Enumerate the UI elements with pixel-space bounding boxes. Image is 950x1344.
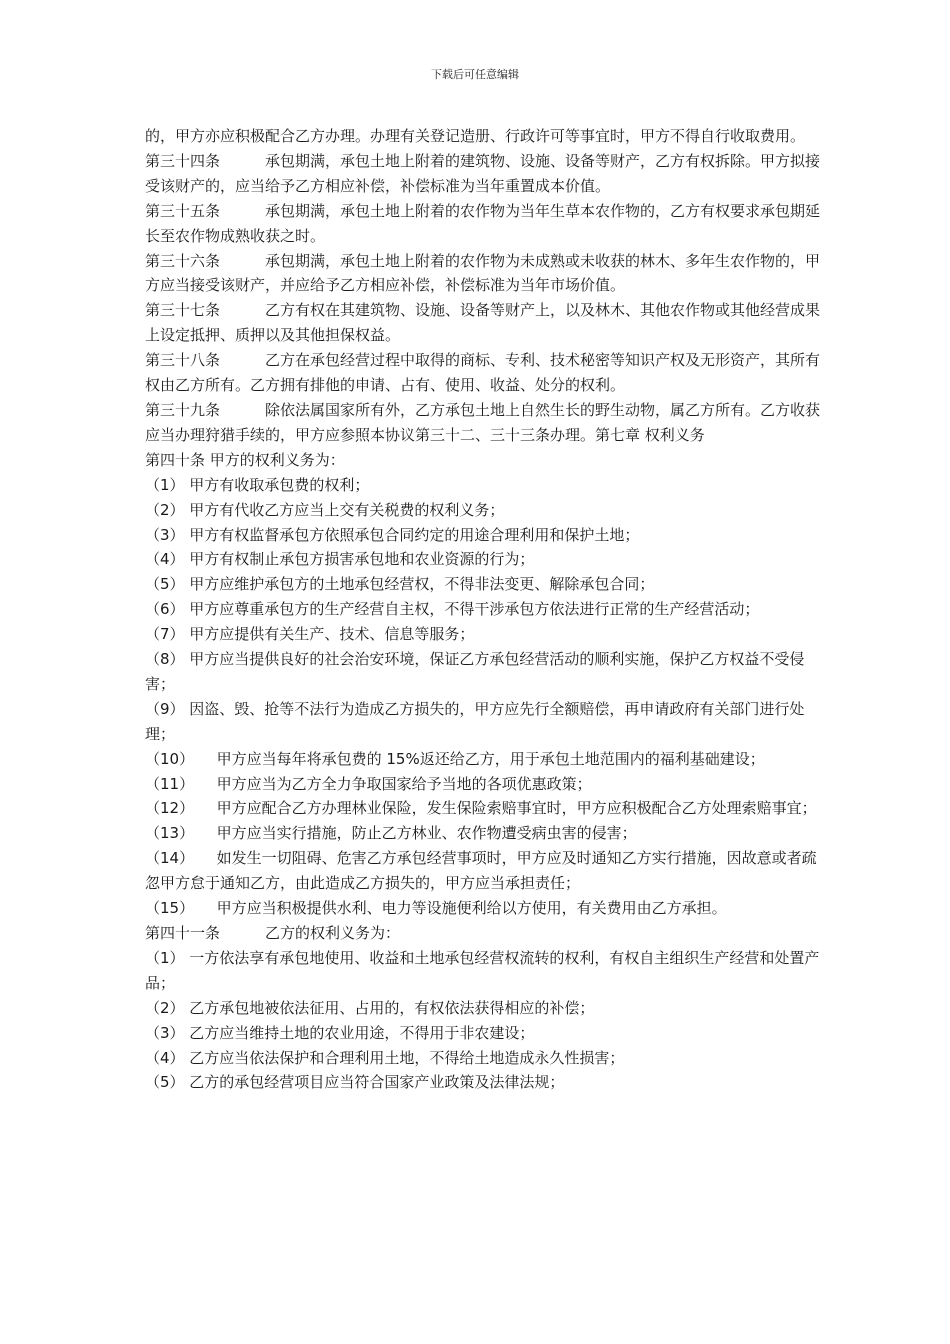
list-item: （9） 因盗、毁、抢等不法行为造成乙方损失的，甲方应先行全额赔偿，再申请政府有关部门进行处理； — [145, 699, 805, 743]
list-item: （1） 甲方有收取承包费的权利； — [145, 475, 370, 494]
list-item: （8） 甲方应当提供良好的社会治安环境，保证乙方承包经营活动的顺利实施，保护乙方权益不受侵害； — [145, 650, 805, 693]
list-item: （4） 乙方应当依法保护和合理利用土地，不得给土地造成永久性损害； — [145, 1048, 625, 1067]
article-36: 第三十六条 承包期满，承包土地上附着的农作物为未成熟或未收获的林木、多年生农作物的，甲方应当接受该财产，并应给予乙方相应补偿，补偿标准为当年市场价值。 — [145, 251, 821, 295]
list-item: （6） 甲方应尊重承包方的生产经营自主权，不得干涉承包方依法进行正常的生产经营活动； — [145, 600, 760, 619]
paragraph: 的，甲方亦应积极配合乙方办理。办理有关登记造册、行政许可等事宜时，甲方不得自行收取费用。 — [145, 127, 806, 145]
article-37: 第三十七条 乙方有权在其建筑物、设施、设备等财产上，以及林木、其他农作物或其他经营成果上设定抵押、质押以及其他担保权益。 — [145, 301, 821, 345]
list-item: （11） 甲方应当为乙方全力争取国家给予当地的各项优惠政策； — [145, 774, 592, 793]
article-40-heading: 第四十条 甲方的权利义务为： — [145, 450, 345, 469]
list-item: （13） 甲方应当实行措施，防止乙方林业、农作物遭受病虫害的侵害； — [145, 824, 637, 843]
list-item: （15） 甲方应当积极提供水利、电力等设施便利给以方使用，有关费用由乙方承担。 — [145, 899, 727, 918]
list-item: （14） 如发生一切阻碍、危害乙方承包经营事项时，甲方应及时通知乙方实行措施，因故意或者疏忽甲方怠于通知乙方，由此造成乙方损失的，甲方应当承担责任； — [145, 849, 817, 893]
list-item: （5） 乙方的承包经营项目应当符合国家产业政策及法律法规； — [145, 1073, 565, 1092]
article-35: 第三十五条 承包期满，承包土地上附着的农作物为当年生草本农作物的，乙方有权要求承包期延长至农作物成熟收获之时。 — [145, 201, 821, 245]
list-item: （2） 甲方有代收乙方应当上交有关税费的权利义务； — [145, 500, 505, 519]
article-39: 第三十九条 除依法属国家所有外，乙方承包土地上自然生长的野生动物，属乙方所有。乙方收获应当办理狩猎手续的，甲方应参照本协议第三十二、三十三条办理。第七章 权利义务 — [145, 400, 821, 444]
article-34: 第三十四条 承包期满，承包土地上附着的建筑物、设施、设备等财产，乙方有权拆除。甲方拟接受该财产的，应当给予乙方相应补偿，补偿标准为当年重置成本价值。 — [145, 151, 821, 195]
list-item: （3） 乙方应当维持土地的农业用途，不得用于非农建设； — [145, 1023, 535, 1042]
list-item: （5） 甲方应维护承包方的土地承包经营权，不得非法变更、解除承包合同； — [145, 575, 655, 594]
article-41-heading: 第四十一条 乙方的权利义务为： — [145, 924, 401, 942]
page-header: 下载后可任意编辑 — [431, 68, 519, 81]
document-body — [145, 124, 825, 1095]
list-item: （7） 甲方应提供有关生产、技术、信息等服务； — [145, 625, 475, 644]
list-item: （10） 甲方应当每年将承包费的 15%返还给乙方，用于承包土地范围内的福利基础建设； — [145, 749, 765, 768]
list-item: （1） 一方依法享有承包地使用、收益和土地承包经营权流转的权利，有权自主组织生产经营和处置产品； — [145, 948, 820, 992]
list-item: （12） 甲方应配合乙方办理林业保险，发生保险索赔事宜时，甲方应积极配合乙方处理索赔事宜； — [145, 799, 817, 818]
list-item: （4） 甲方有权制止承包方损害承包地和农业资源的行为； — [145, 550, 535, 569]
article-38: 第三十八条 乙方在承包经营过程中取得的商标、专利、技术秘密等知识产权及无形资产，其所有权由乙方所有。乙方拥有排他的申请、占有、使用、收益、处分的权利。 — [145, 351, 821, 395]
list-item: （2） 乙方承包地被依法征用、占用的，有权依法获得相应的补偿； — [145, 998, 595, 1017]
list-item: （3） 甲方有权监督承包方依照承包合同约定的用途合理利用和保护土地； — [145, 525, 640, 544]
